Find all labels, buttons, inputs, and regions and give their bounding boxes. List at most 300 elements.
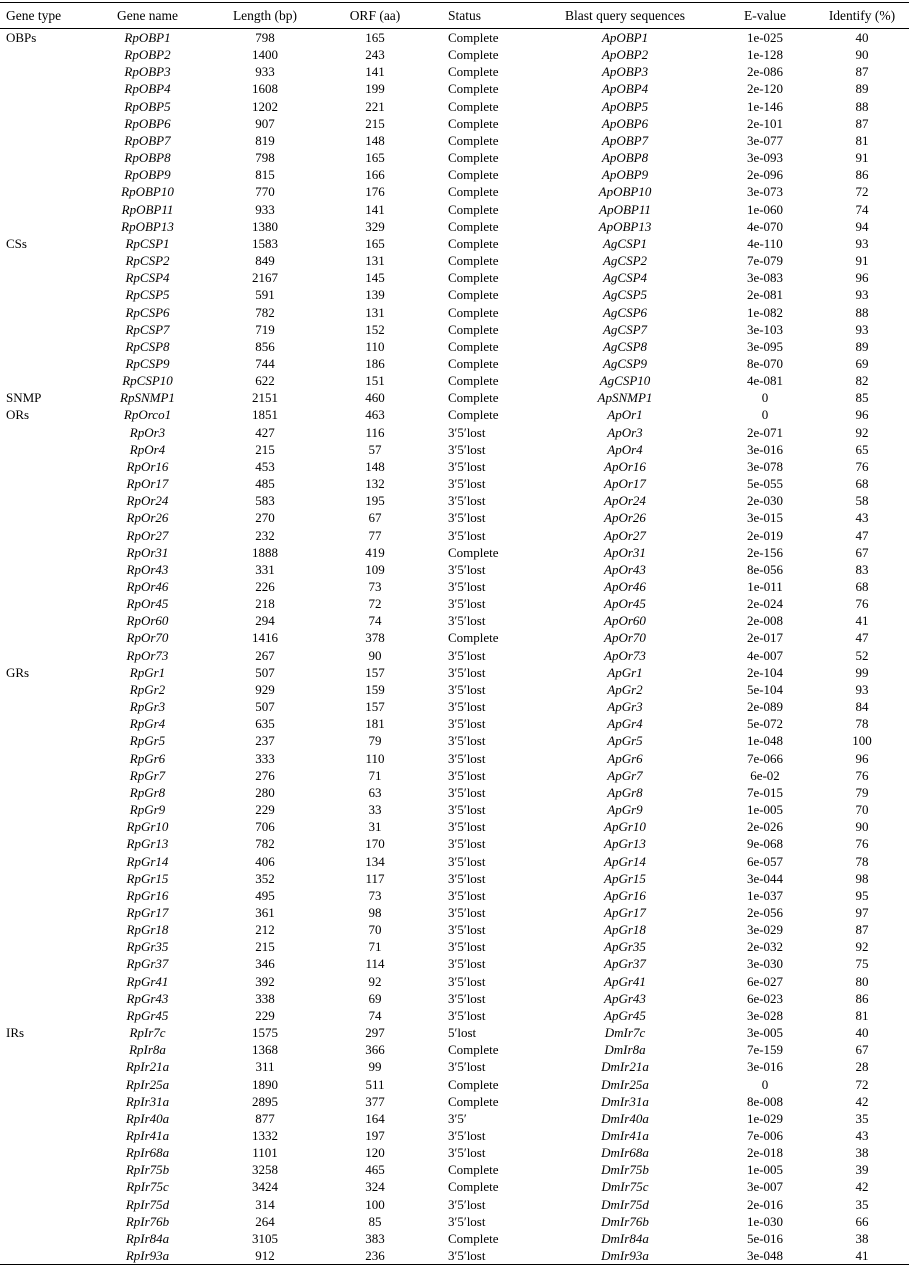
evalue-cell: 1e-005: [746, 802, 784, 818]
status-cell: 3′5′lost: [448, 819, 486, 835]
gene-type-cell: [0, 149, 95, 166]
gene-name-cell: RpOr3: [129, 424, 166, 440]
status-cell: 3′5′lost: [448, 853, 486, 869]
table-row: [0, 1213, 909, 1230]
identify-cell: 41: [855, 613, 869, 629]
status-cell: 3′5′lost: [448, 1248, 486, 1264]
orf-cell: 117: [365, 870, 385, 886]
blast-query-cell: ApGr18: [604, 922, 646, 938]
orf-cell: 243: [365, 47, 385, 63]
gene-name-cell: RpGr37: [126, 956, 169, 972]
status-cell: 3′5′lost: [448, 476, 486, 492]
gene-name-cell: RpGr4: [129, 716, 166, 732]
evalue-cell: 2e-081: [746, 287, 784, 303]
gene-name-cell: RpGr8: [129, 784, 166, 800]
table-row: [0, 647, 909, 664]
gene-name-cell: RpGr35: [126, 939, 169, 955]
gene-type-cell: [0, 80, 95, 97]
evalue-cell: 1e-048: [746, 733, 784, 749]
length-cell: 819: [255, 132, 275, 148]
table-row: [0, 750, 909, 767]
identify-cell: 42: [855, 1093, 869, 1109]
status-cell: 3′5′lost: [448, 1007, 486, 1023]
status-cell: 3′5′lost: [448, 716, 486, 732]
blast-query-cell: ApGr14: [604, 853, 646, 869]
orf-cell: 57: [368, 441, 382, 457]
status-cell: Complete: [448, 1042, 499, 1058]
blast-query-cell: ApGr41: [604, 973, 646, 989]
length-cell: 1851: [252, 407, 278, 423]
gene-type-cell: [0, 475, 95, 492]
table-row: [0, 595, 909, 612]
gene-type-cell: [0, 1178, 95, 1195]
gene-type-cell: [0, 647, 95, 664]
identify-cell: 93: [855, 681, 869, 697]
table-row: [0, 612, 909, 629]
table-row: [0, 80, 909, 97]
length-cell: 218: [255, 596, 275, 612]
identify-cell: 76: [855, 596, 869, 612]
gene-type-cell: [0, 1196, 95, 1213]
gene-name-cell: RpCSP1: [125, 235, 170, 251]
length-cell: 507: [255, 664, 275, 680]
table-row: [0, 424, 909, 441]
header-blast-query: Blast query sequences: [535, 3, 715, 29]
gene-type-cell: [0, 321, 95, 338]
blast-query-cell: DmIr21a: [601, 1059, 649, 1075]
blast-query-cell: ApOr26: [604, 510, 646, 526]
blast-query-cell: ApGr3: [607, 699, 643, 715]
gene-type-cell: [0, 544, 95, 561]
status-cell: Complete: [448, 235, 499, 251]
blast-query-cell: ApOr27: [604, 527, 646, 543]
status-cell: Complete: [448, 304, 499, 320]
table-row: [0, 715, 909, 732]
orf-cell: 120: [365, 1145, 385, 1161]
orf-cell: 141: [365, 201, 385, 217]
length-cell: 215: [255, 939, 275, 955]
orf-cell: 110: [365, 338, 385, 354]
evalue-cell: 8e-008: [746, 1093, 784, 1109]
identify-cell: 91: [855, 150, 869, 166]
blast-query-cell: ApOBP11: [599, 201, 651, 217]
table-row: [0, 304, 909, 321]
length-cell: 333: [255, 750, 275, 766]
blast-query-cell: ApGr45: [604, 1007, 646, 1023]
gene-type-cell: [0, 595, 95, 612]
identify-cell: 91: [855, 253, 869, 269]
table-row: [0, 561, 909, 578]
evalue-cell: 2e-030: [746, 493, 784, 509]
gene-name-cell: RpGr3: [129, 699, 166, 715]
gene-name-cell: RpCSP9: [125, 355, 170, 371]
status-cell: Complete: [448, 355, 499, 371]
gene-name-cell: RpOr26: [126, 510, 169, 526]
identify-cell: 28: [855, 1059, 869, 1075]
orf-cell: 170: [365, 836, 385, 852]
length-cell: 495: [255, 887, 275, 903]
length-cell: 1368: [252, 1042, 278, 1058]
gene-name-cell: RpOBP9: [124, 167, 171, 183]
length-cell: 933: [255, 64, 275, 80]
length-cell: 215: [255, 441, 275, 457]
table-row: [0, 853, 909, 870]
length-cell: 229: [255, 1007, 275, 1023]
identify-cell: 96: [855, 270, 869, 286]
length-cell: 929: [255, 681, 275, 697]
orf-cell: 73: [368, 887, 382, 903]
blast-query-cell: DmIr93a: [601, 1248, 649, 1264]
evalue-cell: 7e-006: [746, 1128, 784, 1143]
identify-cell: 78: [855, 716, 869, 732]
table-row: [0, 183, 909, 200]
table-row: [0, 904, 909, 921]
blast-query-cell: DmIr31a: [601, 1093, 649, 1109]
evalue-cell: 7e-015: [746, 784, 784, 800]
evalue-cell: 3e-016: [746, 1059, 784, 1075]
gene-name-cell: RpGr10: [126, 819, 169, 835]
blast-query-cell: ApGr43: [604, 990, 646, 1006]
table-row: [0, 338, 909, 355]
header-gene-type: Gene type: [0, 3, 95, 29]
gene-type-cell: [0, 527, 95, 544]
table-row: [0, 98, 909, 115]
identify-cell: 41: [855, 1248, 869, 1264]
blast-query-cell: ApOBP4: [601, 81, 649, 97]
evalue-cell: 3e-029: [746, 922, 784, 938]
evalue-cell: 2e-104: [746, 664, 784, 680]
identify-cell: 87: [855, 115, 869, 131]
table-row: [0, 1041, 909, 1058]
orf-cell: 215: [365, 115, 385, 131]
evalue-cell: 6e-023: [746, 990, 784, 1006]
gene-type-cell: [0, 1127, 95, 1144]
blast-query-cell: ApOBP6: [601, 115, 649, 131]
gene-name-cell: RpOr31: [126, 544, 169, 560]
evalue-cell: 1e-037: [746, 887, 784, 903]
gene-type-cell: [0, 1144, 95, 1161]
evalue-cell: 2e-019: [746, 527, 784, 543]
table-row: [0, 1110, 909, 1127]
table-row: [0, 1178, 909, 1195]
length-cell: 485: [255, 476, 275, 492]
blast-query-cell: DmIr41a: [601, 1128, 649, 1143]
evalue-cell: 2e-089: [746, 699, 784, 715]
identify-cell: 96: [855, 750, 869, 766]
identify-cell: 88: [855, 98, 869, 114]
orf-cell: 69: [368, 990, 382, 1006]
gene-name-cell: RpOBP8: [124, 150, 171, 166]
identify-cell: 93: [855, 235, 869, 251]
status-cell: 3′5′lost: [448, 424, 486, 440]
blast-query-cell: ApGr13: [604, 836, 646, 852]
evalue-cell: 5e-104: [746, 681, 784, 697]
evalue-cell: 3e-048: [746, 1248, 784, 1264]
length-cell: 1416: [252, 630, 278, 646]
table-row: [0, 166, 909, 183]
gene-type-cell: [0, 750, 95, 767]
identify-cell: 86: [855, 167, 869, 183]
blast-query-cell: ApOr16: [604, 458, 646, 474]
evalue-cell: 5e-055: [746, 476, 784, 492]
status-cell: 3′5′lost: [448, 561, 486, 577]
blast-query-cell: ApSNMP1: [597, 390, 653, 406]
orf-cell: 165: [365, 30, 385, 45]
gene-name-cell: RpOr46: [126, 579, 169, 594]
identify-cell: 70: [855, 802, 869, 818]
table-row: [0, 252, 909, 269]
orf-cell: 460: [365, 390, 385, 406]
gene-type-cell: [0, 629, 95, 646]
gene-name-cell: RpOBP7: [124, 132, 171, 148]
orf-cell: 63: [368, 784, 382, 800]
identify-cell: 43: [855, 510, 869, 526]
gene-type-cell: [0, 1161, 95, 1178]
status-cell: 3′5′: [448, 1110, 467, 1126]
identify-cell: 78: [855, 853, 869, 869]
gene-name-cell: RpIr75b: [125, 1162, 170, 1178]
identify-cell: 93: [855, 287, 869, 303]
evalue-cell: 4e-110: [747, 235, 783, 251]
orf-cell: 221: [365, 98, 385, 114]
status-cell: 3′5′lost: [448, 458, 486, 474]
length-cell: 856: [255, 338, 275, 354]
blast-query-cell: ApGr9: [607, 802, 643, 818]
blast-query-cell: DmIr75b: [601, 1162, 649, 1178]
length-cell: 3105: [252, 1230, 278, 1246]
header-identify: Identify (%): [815, 3, 909, 29]
orf-cell: 74: [368, 613, 382, 629]
blast-query-cell: DmIr84a: [601, 1230, 649, 1246]
blast-query-cell: DmIr76b: [601, 1213, 649, 1229]
length-cell: 229: [255, 802, 275, 818]
blast-query-cell: ApOBP1: [601, 30, 649, 45]
identify-cell: 38: [855, 1230, 869, 1246]
status-cell: Complete: [448, 630, 499, 646]
orf-cell: 511: [365, 1076, 385, 1092]
blast-query-cell: DmIr7c: [604, 1025, 646, 1041]
length-cell: 346: [255, 956, 275, 972]
evalue-cell: 3e-077: [746, 132, 784, 148]
gene-type-cell: [0, 132, 95, 149]
identify-cell: 98: [855, 870, 869, 886]
evalue-cell: 3e-016: [746, 441, 784, 457]
identify-cell: 47: [855, 527, 869, 543]
table-row: [0, 629, 909, 646]
status-cell: Complete: [448, 115, 499, 131]
evalue-cell: 2e-071: [746, 424, 784, 440]
identify-cell: 76: [855, 836, 869, 852]
gene-type-cell: [0, 921, 95, 938]
orf-cell: 377: [365, 1093, 385, 1109]
status-cell: 3′5′lost: [448, 767, 486, 783]
identify-cell: 94: [855, 218, 869, 234]
orf-cell: 90: [368, 647, 382, 663]
length-cell: 1202: [252, 98, 278, 114]
length-cell: 1890: [252, 1076, 278, 1092]
gene-name-cell: RpGr9: [129, 802, 166, 818]
header-gene-name: Gene name: [95, 3, 200, 29]
orf-cell: 165: [365, 235, 385, 251]
length-cell: 877: [255, 1110, 275, 1126]
orf-cell: 151: [365, 373, 385, 389]
table-row: [0, 218, 909, 235]
status-cell: 3′5′lost: [448, 1059, 486, 1075]
gene-type-cell: IRs: [6, 1025, 25, 1041]
length-cell: 798: [255, 30, 275, 45]
evalue-cell: 3e-103: [746, 321, 784, 337]
identify-cell: 43: [855, 1128, 869, 1143]
orf-cell: 71: [368, 939, 382, 955]
evalue-cell: 3e-078: [746, 458, 784, 474]
gene-type-cell: [0, 1058, 95, 1075]
length-cell: 1608: [252, 81, 278, 97]
table-row: [0, 835, 909, 852]
table-row: [0, 732, 909, 749]
status-cell: 3′5′lost: [448, 870, 486, 886]
orf-cell: 165: [365, 150, 385, 166]
length-cell: 706: [255, 819, 275, 835]
table-row: [0, 1230, 909, 1247]
evalue-cell: 6e-027: [746, 973, 784, 989]
gene-name-cell: RpOr17: [126, 476, 169, 492]
blast-query-cell: ApOBP7: [601, 132, 649, 148]
length-cell: 2167: [252, 270, 278, 286]
identify-cell: 100: [852, 733, 872, 749]
gene-name-cell: RpIr8a: [129, 1042, 166, 1058]
gene-name-cell: RpIr68a: [125, 1145, 170, 1161]
status-cell: 3′5′lost: [448, 887, 486, 903]
status-cell: 3′5′lost: [448, 1145, 486, 1161]
identify-cell: 67: [855, 1042, 869, 1058]
gene-type-cell: [0, 492, 95, 509]
status-cell: 3′5′lost: [448, 493, 486, 509]
identify-cell: 72: [855, 184, 869, 200]
gene-name-cell: RpGr45: [126, 1007, 169, 1023]
evalue-cell: 2e-156: [746, 544, 784, 560]
table-row: [0, 46, 909, 63]
length-cell: 3424: [252, 1179, 278, 1195]
table-row: [0, 1076, 909, 1093]
evalue-cell: 1e-011: [747, 579, 783, 594]
orf-cell: 324: [365, 1179, 385, 1195]
status-cell: 3′5′lost: [448, 802, 486, 818]
length-cell: 622: [255, 373, 275, 389]
table-row: [0, 372, 909, 389]
status-cell: Complete: [448, 373, 499, 389]
evalue-cell: 5e-072: [746, 716, 784, 732]
gene-name-cell: RpOr45: [126, 596, 169, 612]
gene-type-cell: [0, 355, 95, 372]
blast-query-cell: ApGr10: [604, 819, 646, 835]
length-cell: 270: [255, 510, 275, 526]
orf-cell: 176: [365, 184, 385, 200]
length-cell: 1575: [252, 1025, 278, 1041]
orf-cell: 100: [365, 1196, 385, 1212]
length-cell: 744: [255, 355, 275, 371]
blast-query-cell: ApOBP8: [601, 150, 649, 166]
header-status: Status: [420, 3, 535, 29]
orf-cell: 141: [365, 64, 385, 80]
orf-cell: 157: [365, 664, 385, 680]
identify-cell: 67: [855, 544, 869, 560]
evalue-cell: 1e-146: [746, 98, 784, 114]
gene-name-cell: RpIr41a: [125, 1128, 170, 1143]
orf-cell: 378: [365, 630, 385, 646]
gene-type-cell: [0, 98, 95, 115]
blast-query-cell: ApOr46: [604, 579, 646, 594]
gene-type-cell: GRs: [6, 664, 30, 680]
table-row: [0, 132, 909, 149]
gene-type-cell: [0, 1093, 95, 1110]
length-cell: 226: [255, 579, 275, 594]
length-cell: 267: [255, 647, 275, 663]
identify-cell: 86: [855, 990, 869, 1006]
identify-cell: 47: [855, 630, 869, 646]
length-cell: 392: [255, 973, 275, 989]
status-cell: 3′5′lost: [448, 904, 486, 920]
status-cell: 3′5′lost: [448, 836, 486, 852]
gene-type-cell: [0, 183, 95, 200]
evalue-cell: 2e-032: [746, 939, 784, 955]
gene-type-cell: [0, 46, 95, 63]
table-row: [0, 1161, 909, 1178]
gene-type-cell: [0, 681, 95, 698]
table-body: [0, 29, 909, 1265]
blast-query-cell: ApGr8: [607, 784, 643, 800]
status-cell: Complete: [448, 544, 499, 560]
length-cell: 1101: [252, 1145, 278, 1161]
evalue-cell: 2e-016: [746, 1196, 784, 1212]
identify-cell: 81: [855, 132, 869, 148]
orf-cell: 131: [365, 304, 385, 320]
gene-name-cell: RpOr16: [126, 458, 169, 474]
table-row: [0, 1058, 909, 1075]
evalue-cell: 3e-073: [746, 184, 784, 200]
evalue-cell: 2e-086: [746, 64, 784, 80]
orf-cell: 72: [368, 596, 382, 612]
blast-query-cell: DmIr75d: [601, 1196, 649, 1212]
table-row: [0, 1144, 909, 1161]
identify-cell: 52: [855, 647, 869, 663]
gene-type-cell: CSs: [6, 235, 27, 251]
gene-name-cell: RpOrco1: [123, 407, 172, 423]
gene-type-cell: [0, 1230, 95, 1247]
blast-query-cell: ApGr7: [607, 767, 643, 783]
gene-name-cell: RpGr5: [129, 733, 166, 749]
table-row: [0, 1007, 909, 1024]
gene-type-cell: [0, 218, 95, 235]
blast-query-cell: ApOr17: [604, 476, 646, 492]
orf-cell: 199: [365, 81, 385, 97]
identify-cell: 42: [855, 1179, 869, 1195]
orf-cell: 195: [365, 493, 385, 509]
length-cell: 815: [255, 167, 275, 183]
blast-query-cell: AgCSP10: [599, 373, 651, 389]
orf-cell: 166: [365, 167, 385, 183]
identify-cell: 35: [855, 1196, 869, 1212]
gene-type-cell: [0, 63, 95, 80]
blast-query-cell: AgCSP6: [602, 304, 648, 320]
status-cell: 3′5′lost: [448, 1213, 486, 1229]
blast-query-cell: ApGr15: [604, 870, 646, 886]
status-cell: Complete: [448, 47, 499, 63]
orf-cell: 297: [365, 1025, 385, 1041]
orf-cell: 92: [368, 973, 382, 989]
length-cell: 314: [255, 1196, 275, 1212]
status-cell: 3′5′lost: [448, 579, 486, 594]
length-cell: 264: [255, 1213, 275, 1229]
